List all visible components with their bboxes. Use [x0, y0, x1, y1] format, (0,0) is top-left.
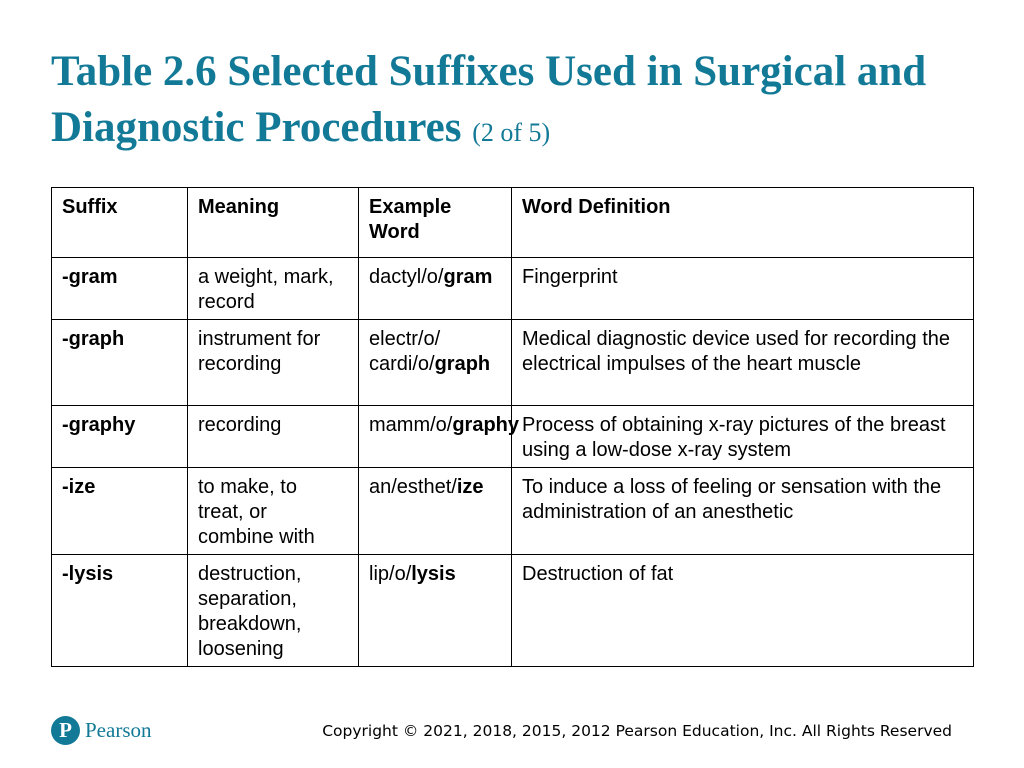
pearson-logo-icon: P: [51, 716, 80, 745]
cell-example-word: [359, 258, 512, 320]
cell-meaning: instrument for recording: [188, 320, 359, 406]
table-row: [52, 258, 974, 320]
copyright-notice: Copyright © 2021, 2018, 2015, 2012 Pearson Education, Inc. All Rights Reserved: [322, 722, 952, 740]
table-row: [52, 555, 974, 667]
header-meaning: Meaning: [188, 188, 359, 258]
cell-suffix: -gram: [52, 258, 188, 320]
cell-definition: Medical diagnostic device used for recording the electrical impulses of the heart muscle: [512, 320, 974, 406]
example-prefix: dactyl/o/: [369, 266, 444, 288]
pearson-logo: [51, 713, 152, 747]
cell-meaning: to make, to treat, or combine with: [188, 468, 359, 555]
cell-example-word: [359, 320, 512, 406]
cell-suffix: -graphy: [52, 406, 188, 468]
example-prefix: mamm/o/: [369, 414, 453, 436]
example-prefix: electr/o/ cardi/o/: [369, 328, 441, 375]
cell-definition: Process of obtaining x-ray pictures of the breast using a low-dose x-ray system: [512, 406, 974, 468]
example-prefix: lip/o/: [369, 563, 412, 585]
cell-definition: Fingerprint: [512, 258, 974, 320]
example-prefix: an/esthet/: [369, 476, 457, 498]
title-part: (2 of 5): [472, 118, 551, 147]
table-header-row: [52, 188, 974, 258]
pearson-logo-text: Pearson: [85, 717, 152, 742]
title-main: Table 2.6 Selected Suffixes Used in Surgical and Diagnostic Procedures: [51, 48, 927, 151]
example-suffix: ize: [456, 476, 484, 498]
table-row: [52, 406, 974, 468]
example-suffix: gram: [443, 266, 493, 288]
cell-example-word: [359, 406, 520, 468]
page-title: [51, 44, 991, 161]
cell-meaning: a weight, mark, record: [188, 258, 359, 320]
cell-example-word: [359, 555, 512, 667]
header-word-definition: Word Definition: [512, 188, 974, 258]
example-suffix: graph: [434, 353, 491, 375]
header-example-word: Example Word: [359, 188, 512, 258]
cell-suffix: -graph: [52, 320, 188, 406]
example-suffix: graphy: [452, 414, 520, 436]
cell-definition: Destruction of fat: [512, 555, 974, 667]
cell-example-word: [359, 468, 512, 555]
cell-meaning: destruction, separation, breakdown, loosening: [188, 555, 359, 667]
cell-suffix: -ize: [52, 468, 188, 555]
table-row: [52, 320, 974, 406]
cell-meaning: recording: [188, 406, 359, 468]
example-suffix: lysis: [411, 563, 456, 585]
cell-suffix: -lysis: [52, 555, 188, 667]
table-row: [52, 468, 974, 555]
suffix-table: [51, 187, 974, 667]
cell-definition: To induce a loss of feeling or sensation with the administration of an anesthetic: [512, 468, 974, 555]
header-suffix: Suffix: [52, 188, 188, 258]
